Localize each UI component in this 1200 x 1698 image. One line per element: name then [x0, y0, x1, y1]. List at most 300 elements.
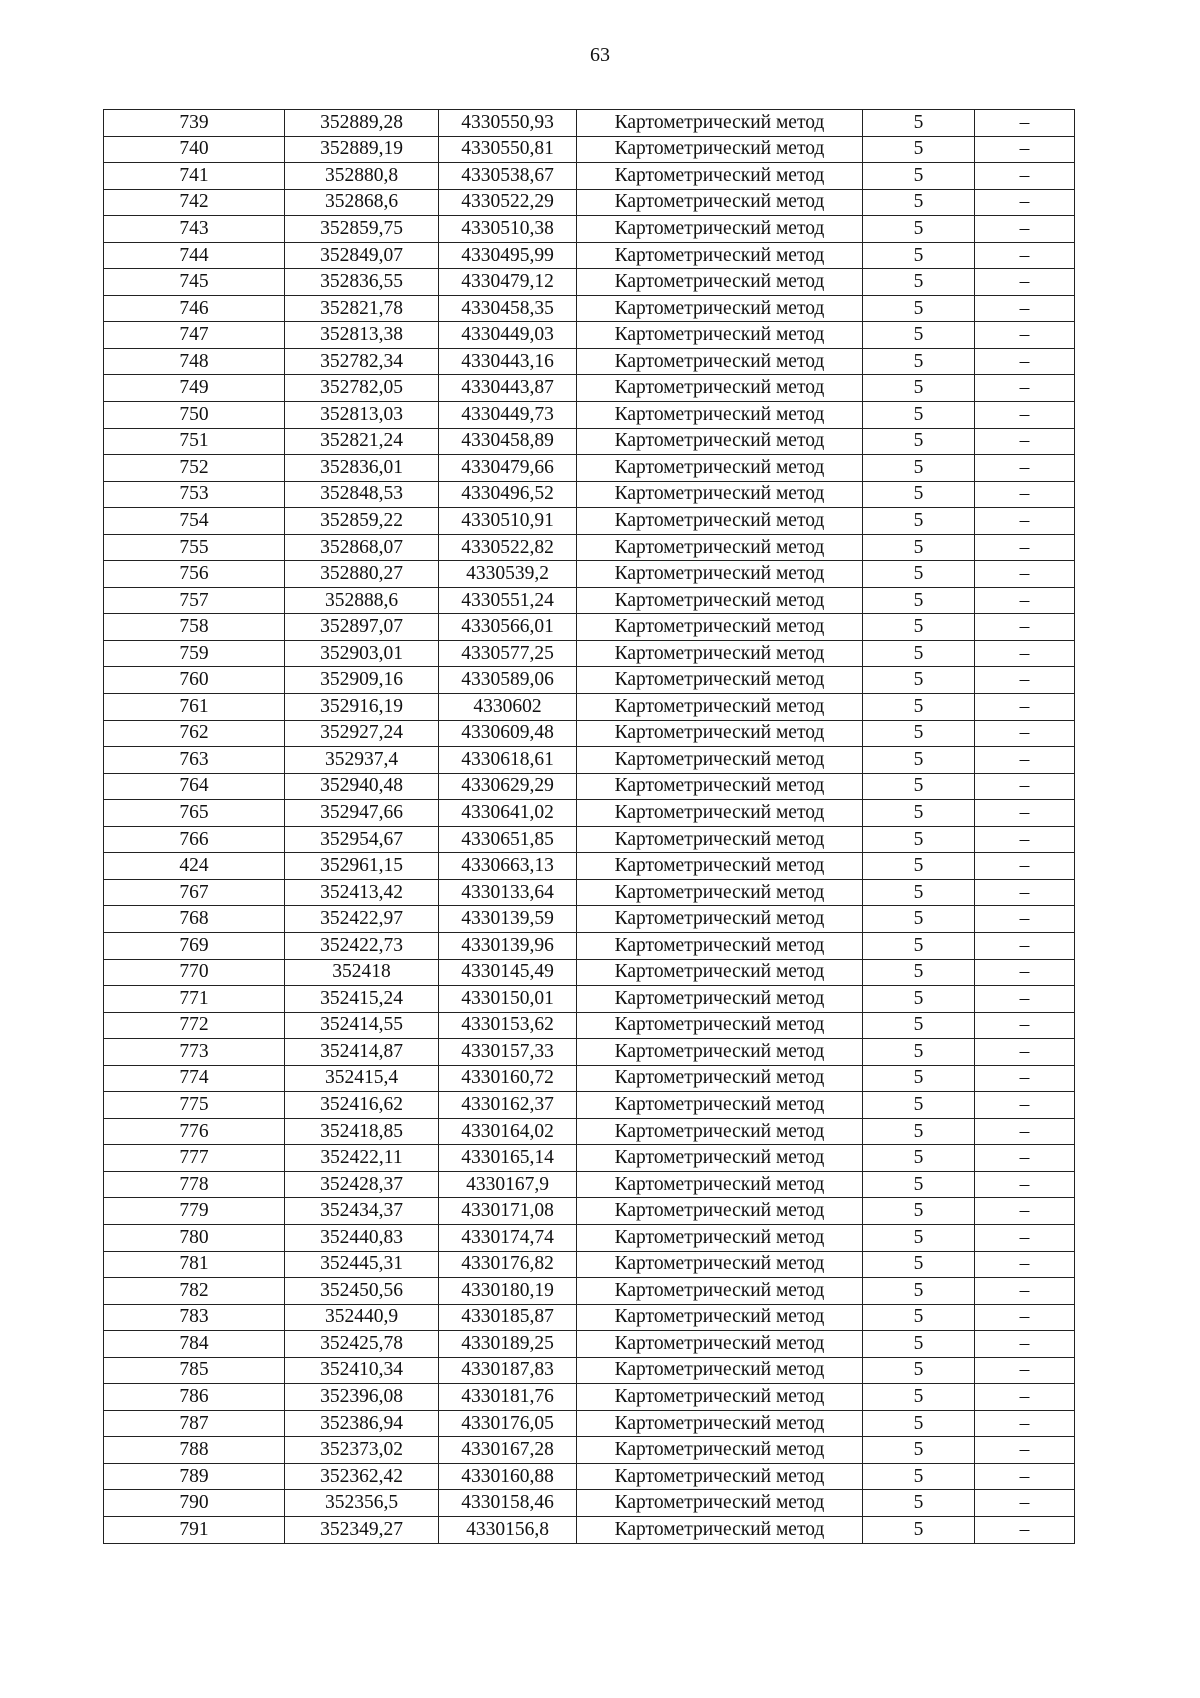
x-coordinate-cell: 352848,53: [285, 481, 439, 508]
note-cell: –: [975, 1039, 1075, 1066]
y-coordinate-cell: 4330495,99: [439, 242, 577, 269]
x-coordinate-cell: 352813,03: [285, 402, 439, 429]
note-cell: –: [975, 959, 1075, 986]
note-cell: –: [975, 163, 1075, 190]
method-cell: Картометрический метод: [577, 1437, 863, 1464]
x-coordinate-cell: 352889,19: [285, 136, 439, 163]
table-row: [104, 1171, 1075, 1198]
y-coordinate-cell: 4330479,12: [439, 269, 577, 296]
point-number-cell: 775: [104, 1092, 285, 1119]
y-coordinate-cell: 4330551,24: [439, 587, 577, 614]
table-row: [104, 1357, 1075, 1384]
accuracy-cell: 5: [863, 534, 975, 561]
y-coordinate-cell: 4330174,74: [439, 1224, 577, 1251]
point-number-cell: 748: [104, 348, 285, 375]
accuracy-cell: 5: [863, 587, 975, 614]
point-number-cell: 769: [104, 932, 285, 959]
x-coordinate-cell: 352813,38: [285, 322, 439, 349]
x-coordinate-cell: 352836,01: [285, 455, 439, 482]
y-coordinate-cell: 4330602: [439, 694, 577, 721]
note-cell: –: [975, 242, 1075, 269]
x-coordinate-cell: 352821,78: [285, 295, 439, 322]
method-cell: Картометрический метод: [577, 1490, 863, 1517]
accuracy-cell: 5: [863, 428, 975, 455]
note-cell: –: [975, 587, 1075, 614]
y-coordinate-cell: 4330458,35: [439, 295, 577, 322]
table-row: [104, 1224, 1075, 1251]
point-number-cell: 424: [104, 853, 285, 880]
method-cell: Картометрический метод: [577, 906, 863, 933]
point-number-cell: 740: [104, 136, 285, 163]
accuracy-cell: 5: [863, 986, 975, 1013]
accuracy-cell: 5: [863, 667, 975, 694]
note-cell: –: [975, 853, 1075, 880]
table-row: [104, 242, 1075, 269]
point-number-cell: 774: [104, 1065, 285, 1092]
note-cell: –: [975, 508, 1075, 535]
point-number-cell: 785: [104, 1357, 285, 1384]
y-coordinate-cell: 4330160,72: [439, 1065, 577, 1092]
table-row: [104, 534, 1075, 561]
y-coordinate-cell: 4330663,13: [439, 853, 577, 880]
y-coordinate-cell: 4330145,49: [439, 959, 577, 986]
x-coordinate-cell: 352836,55: [285, 269, 439, 296]
point-number-cell: 761: [104, 694, 285, 721]
note-cell: –: [975, 906, 1075, 933]
table-row: [104, 879, 1075, 906]
x-coordinate-cell: 352859,75: [285, 216, 439, 243]
x-coordinate-cell: 352373,02: [285, 1437, 439, 1464]
table-row: [104, 1065, 1075, 1092]
table-row: [104, 216, 1075, 243]
table-row: [104, 481, 1075, 508]
note-cell: –: [975, 269, 1075, 296]
note-cell: –: [975, 773, 1075, 800]
y-coordinate-cell: 4330153,62: [439, 1012, 577, 1039]
table-row: [104, 1516, 1075, 1543]
accuracy-cell: 5: [863, 932, 975, 959]
note-cell: –: [975, 1463, 1075, 1490]
method-cell: Картометрический метод: [577, 694, 863, 721]
x-coordinate-cell: 352362,42: [285, 1463, 439, 1490]
note-cell: –: [975, 295, 1075, 322]
accuracy-cell: 5: [863, 375, 975, 402]
table-row: [104, 110, 1075, 137]
point-number-cell: 751: [104, 428, 285, 455]
y-coordinate-cell: 4330522,82: [439, 534, 577, 561]
method-cell: Картометрический метод: [577, 720, 863, 747]
table-row: [104, 402, 1075, 429]
x-coordinate-cell: 352889,28: [285, 110, 439, 137]
table-row: [104, 1304, 1075, 1331]
note-cell: –: [975, 428, 1075, 455]
table-row: [104, 906, 1075, 933]
method-cell: Картометрический метод: [577, 1039, 863, 1066]
x-coordinate-cell: 352888,6: [285, 587, 439, 614]
accuracy-cell: 5: [863, 242, 975, 269]
point-number-cell: 758: [104, 614, 285, 641]
method-cell: Картометрический метод: [577, 1304, 863, 1331]
table-row: [104, 1384, 1075, 1411]
point-number-cell: 778: [104, 1171, 285, 1198]
point-number-cell: 741: [104, 163, 285, 190]
x-coordinate-cell: 352428,37: [285, 1171, 439, 1198]
table-row: [104, 163, 1075, 190]
accuracy-cell: 5: [863, 1463, 975, 1490]
method-cell: Картометрический метод: [577, 773, 863, 800]
table-row: [104, 694, 1075, 721]
point-number-cell: 787: [104, 1410, 285, 1437]
method-cell: Картометрический метод: [577, 295, 863, 322]
point-number-cell: 750: [104, 402, 285, 429]
y-coordinate-cell: 4330479,66: [439, 455, 577, 482]
method-cell: Картометрический метод: [577, 481, 863, 508]
note-cell: –: [975, 402, 1075, 429]
point-number-cell: 742: [104, 189, 285, 216]
method-cell: Картометрический метод: [577, 269, 863, 296]
method-cell: Картометрический метод: [577, 163, 863, 190]
table-row: [104, 428, 1075, 455]
accuracy-cell: 5: [863, 906, 975, 933]
x-coordinate-cell: 352903,01: [285, 640, 439, 667]
table-row: [104, 1490, 1075, 1517]
x-coordinate-cell: 352414,55: [285, 1012, 439, 1039]
method-cell: Картометрический метод: [577, 959, 863, 986]
method-cell: Картометрический метод: [577, 1092, 863, 1119]
accuracy-cell: 5: [863, 800, 975, 827]
x-coordinate-cell: 352415,24: [285, 986, 439, 1013]
method-cell: Картометрический метод: [577, 189, 863, 216]
y-coordinate-cell: 4330522,29: [439, 189, 577, 216]
y-coordinate-cell: 4330139,59: [439, 906, 577, 933]
accuracy-cell: 5: [863, 1171, 975, 1198]
method-cell: Картометрический метод: [577, 1331, 863, 1358]
method-cell: Картометрический метод: [577, 800, 863, 827]
y-coordinate-cell: 4330539,2: [439, 561, 577, 588]
x-coordinate-cell: 352954,67: [285, 826, 439, 853]
note-cell: –: [975, 1092, 1075, 1119]
accuracy-cell: 5: [863, 216, 975, 243]
accuracy-cell: 5: [863, 1410, 975, 1437]
table-row: [104, 269, 1075, 296]
point-number-cell: 743: [104, 216, 285, 243]
y-coordinate-cell: 4330449,03: [439, 322, 577, 349]
y-coordinate-cell: 4330181,76: [439, 1384, 577, 1411]
point-number-cell: 739: [104, 110, 285, 137]
method-cell: Картометрический метод: [577, 348, 863, 375]
point-number-cell: 756: [104, 561, 285, 588]
table-row: [104, 348, 1075, 375]
method-cell: Картометрический метод: [577, 932, 863, 959]
table-row: [104, 1039, 1075, 1066]
note-cell: –: [975, 614, 1075, 641]
y-coordinate-cell: 4330157,33: [439, 1039, 577, 1066]
table-row: [104, 720, 1075, 747]
accuracy-cell: 5: [863, 826, 975, 853]
table-row: [104, 640, 1075, 667]
method-cell: Картометрический метод: [577, 242, 863, 269]
accuracy-cell: 5: [863, 561, 975, 588]
y-coordinate-cell: 4330443,87: [439, 375, 577, 402]
x-coordinate-cell: 352386,94: [285, 1410, 439, 1437]
accuracy-cell: 5: [863, 1224, 975, 1251]
note-cell: –: [975, 1331, 1075, 1358]
method-cell: Картометрический метод: [577, 1516, 863, 1543]
point-number-cell: 779: [104, 1198, 285, 1225]
note-cell: –: [975, 1012, 1075, 1039]
method-cell: Картометрический метод: [577, 508, 863, 535]
note-cell: –: [975, 1224, 1075, 1251]
method-cell: Картометрический метод: [577, 826, 863, 853]
point-number-cell: 770: [104, 959, 285, 986]
point-number-cell: 780: [104, 1224, 285, 1251]
y-coordinate-cell: 4330449,73: [439, 402, 577, 429]
point-number-cell: 773: [104, 1039, 285, 1066]
accuracy-cell: 5: [863, 322, 975, 349]
point-number-cell: 791: [104, 1516, 285, 1543]
point-number-cell: 767: [104, 879, 285, 906]
accuracy-cell: 5: [863, 1092, 975, 1119]
note-cell: –: [975, 481, 1075, 508]
accuracy-cell: 5: [863, 136, 975, 163]
method-cell: Картометрический метод: [577, 1198, 863, 1225]
x-coordinate-cell: 352940,48: [285, 773, 439, 800]
x-coordinate-cell: 352418: [285, 959, 439, 986]
table-row: [104, 747, 1075, 774]
x-coordinate-cell: 352849,07: [285, 242, 439, 269]
y-coordinate-cell: 4330609,48: [439, 720, 577, 747]
accuracy-cell: 5: [863, 1145, 975, 1172]
note-cell: –: [975, 1357, 1075, 1384]
y-coordinate-cell: 4330133,64: [439, 879, 577, 906]
point-number-cell: 788: [104, 1437, 285, 1464]
accuracy-cell: 5: [863, 1516, 975, 1543]
accuracy-cell: 5: [863, 508, 975, 535]
method-cell: Картометрический метод: [577, 1251, 863, 1278]
x-coordinate-cell: 352410,34: [285, 1357, 439, 1384]
table-row: [104, 1251, 1075, 1278]
method-cell: Картометрический метод: [577, 110, 863, 137]
y-coordinate-cell: 4330158,46: [439, 1490, 577, 1517]
table-row: [104, 587, 1075, 614]
method-cell: Картометрический метод: [577, 667, 863, 694]
y-coordinate-cell: 4330618,61: [439, 747, 577, 774]
y-coordinate-cell: 4330566,01: [439, 614, 577, 641]
note-cell: –: [975, 189, 1075, 216]
accuracy-cell: 5: [863, 481, 975, 508]
method-cell: Картометрический метод: [577, 986, 863, 1013]
y-coordinate-cell: 4330651,85: [439, 826, 577, 853]
x-coordinate-cell: 352868,6: [285, 189, 439, 216]
point-number-cell: 752: [104, 455, 285, 482]
x-coordinate-cell: 352413,42: [285, 879, 439, 906]
accuracy-cell: 5: [863, 110, 975, 137]
x-coordinate-cell: 352961,15: [285, 853, 439, 880]
table-row: [104, 959, 1075, 986]
x-coordinate-cell: 352909,16: [285, 667, 439, 694]
note-cell: –: [975, 1278, 1075, 1305]
note-cell: –: [975, 694, 1075, 721]
method-cell: Картометрический метод: [577, 1065, 863, 1092]
x-coordinate-cell: 352947,66: [285, 800, 439, 827]
note-cell: –: [975, 932, 1075, 959]
note-cell: –: [975, 640, 1075, 667]
point-number-cell: 766: [104, 826, 285, 853]
method-cell: Картометрический метод: [577, 853, 863, 880]
x-coordinate-cell: 352349,27: [285, 1516, 439, 1543]
note-cell: –: [975, 1384, 1075, 1411]
method-cell: Картометрический метод: [577, 534, 863, 561]
accuracy-cell: 5: [863, 1357, 975, 1384]
method-cell: Картометрический метод: [577, 375, 863, 402]
point-number-cell: 776: [104, 1118, 285, 1145]
point-number-cell: 764: [104, 773, 285, 800]
accuracy-cell: 5: [863, 1065, 975, 1092]
y-coordinate-cell: 4330629,29: [439, 773, 577, 800]
accuracy-cell: 5: [863, 163, 975, 190]
point-number-cell: 757: [104, 587, 285, 614]
y-coordinate-cell: 4330167,9: [439, 1171, 577, 1198]
accuracy-cell: 5: [863, 853, 975, 880]
accuracy-cell: 5: [863, 1384, 975, 1411]
y-coordinate-cell: 4330496,52: [439, 481, 577, 508]
note-cell: –: [975, 375, 1075, 402]
y-coordinate-cell: 4330176,82: [439, 1251, 577, 1278]
y-coordinate-cell: 4330176,05: [439, 1410, 577, 1437]
note-cell: –: [975, 879, 1075, 906]
y-coordinate-cell: 4330550,93: [439, 110, 577, 137]
accuracy-cell: 5: [863, 959, 975, 986]
y-coordinate-cell: 4330180,19: [439, 1278, 577, 1305]
method-cell: Картометрический метод: [577, 1410, 863, 1437]
x-coordinate-cell: 352396,08: [285, 1384, 439, 1411]
method-cell: Картометрический метод: [577, 614, 863, 641]
accuracy-cell: 5: [863, 720, 975, 747]
table-row: [104, 189, 1075, 216]
method-cell: Картометрический метод: [577, 1463, 863, 1490]
accuracy-cell: 5: [863, 640, 975, 667]
point-number-cell: 747: [104, 322, 285, 349]
x-coordinate-cell: 352422,73: [285, 932, 439, 959]
y-coordinate-cell: 4330443,16: [439, 348, 577, 375]
table-row: [104, 614, 1075, 641]
x-coordinate-cell: 352416,62: [285, 1092, 439, 1119]
point-number-cell: 759: [104, 640, 285, 667]
x-coordinate-cell: 352440,83: [285, 1224, 439, 1251]
point-number-cell: 781: [104, 1251, 285, 1278]
accuracy-cell: 5: [863, 1198, 975, 1225]
point-number-cell: 777: [104, 1145, 285, 1172]
point-number-cell: 749: [104, 375, 285, 402]
y-coordinate-cell: 4330160,88: [439, 1463, 577, 1490]
x-coordinate-cell: 352356,5: [285, 1490, 439, 1517]
table-row: [104, 1410, 1075, 1437]
method-cell: Картометрический метод: [577, 1171, 863, 1198]
table-row: [104, 1012, 1075, 1039]
x-coordinate-cell: 352425,78: [285, 1331, 439, 1358]
table-row: [104, 561, 1075, 588]
table-row: [104, 508, 1075, 535]
table-row: [104, 1198, 1075, 1225]
table-row: [104, 773, 1075, 800]
note-cell: –: [975, 1516, 1075, 1543]
point-number-cell: 765: [104, 800, 285, 827]
x-coordinate-cell: 352418,85: [285, 1118, 439, 1145]
note-cell: –: [975, 1437, 1075, 1464]
point-number-cell: 745: [104, 269, 285, 296]
table-row: [104, 932, 1075, 959]
x-coordinate-cell: 352450,56: [285, 1278, 439, 1305]
x-coordinate-cell: 352434,37: [285, 1198, 439, 1225]
point-number-cell: 753: [104, 481, 285, 508]
accuracy-cell: 5: [863, 348, 975, 375]
method-cell: Картометрический метод: [577, 747, 863, 774]
point-number-cell: 755: [104, 534, 285, 561]
y-coordinate-cell: 4330189,25: [439, 1331, 577, 1358]
accuracy-cell: 5: [863, 747, 975, 774]
table-row: [104, 1331, 1075, 1358]
y-coordinate-cell: 4330165,14: [439, 1145, 577, 1172]
y-coordinate-cell: 4330171,08: [439, 1198, 577, 1225]
note-cell: –: [975, 561, 1075, 588]
table-row: [104, 853, 1075, 880]
page-number: 63: [590, 44, 610, 66]
x-coordinate-cell: 352415,4: [285, 1065, 439, 1092]
method-cell: Картометрический метод: [577, 1278, 863, 1305]
y-coordinate-cell: 4330589,06: [439, 667, 577, 694]
note-cell: –: [975, 534, 1075, 561]
note-cell: –: [975, 1304, 1075, 1331]
y-coordinate-cell: 4330538,67: [439, 163, 577, 190]
accuracy-cell: 5: [863, 402, 975, 429]
note-cell: –: [975, 1410, 1075, 1437]
x-coordinate-cell: 352937,4: [285, 747, 439, 774]
y-coordinate-cell: 4330550,81: [439, 136, 577, 163]
note-cell: –: [975, 1251, 1075, 1278]
accuracy-cell: 5: [863, 189, 975, 216]
accuracy-cell: 5: [863, 295, 975, 322]
table-row: [104, 1092, 1075, 1119]
table-row: [104, 667, 1075, 694]
x-coordinate-cell: 352440,9: [285, 1304, 439, 1331]
note-cell: –: [975, 1171, 1075, 1198]
accuracy-cell: 5: [863, 614, 975, 641]
note-cell: –: [975, 455, 1075, 482]
y-coordinate-cell: 4330187,83: [439, 1357, 577, 1384]
method-cell: Картометрический метод: [577, 136, 863, 163]
accuracy-cell: 5: [863, 269, 975, 296]
accuracy-cell: 5: [863, 1278, 975, 1305]
accuracy-cell: 5: [863, 1331, 975, 1358]
point-number-cell: 744: [104, 242, 285, 269]
note-cell: –: [975, 1145, 1075, 1172]
accuracy-cell: 5: [863, 1118, 975, 1145]
coordinates-table-body: [104, 110, 1075, 1544]
y-coordinate-cell: 4330185,87: [439, 1304, 577, 1331]
point-number-cell: 790: [104, 1490, 285, 1517]
method-cell: Картометрический метод: [577, 1384, 863, 1411]
x-coordinate-cell: 352422,97: [285, 906, 439, 933]
table-row: [104, 375, 1075, 402]
table-row: [104, 800, 1075, 827]
method-cell: Картометрический метод: [577, 1118, 863, 1145]
y-coordinate-cell: 4330641,02: [439, 800, 577, 827]
x-coordinate-cell: 352782,05: [285, 375, 439, 402]
y-coordinate-cell: 4330167,28: [439, 1437, 577, 1464]
coordinates-table: [103, 109, 1075, 1544]
method-cell: Картометрический метод: [577, 640, 863, 667]
table-row: [104, 1145, 1075, 1172]
